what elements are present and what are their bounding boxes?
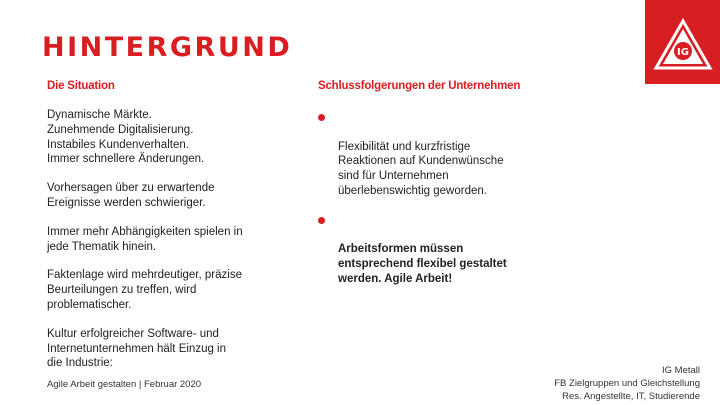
slide-title: HINTERGRUND bbox=[42, 32, 293, 63]
situation-paragraph: Vorhersagen über zu erwartende Ereignisse werden schwieriger. bbox=[47, 182, 215, 209]
ig-metall-logo-icon bbox=[645, 0, 720, 84]
situation-paragraph: Dynamische Märkte. Zunehmende Digitalisierung. Instabiles Kundenverhalten. Immer schnellere Änderungen. bbox=[47, 109, 205, 166]
conclusion-text: Arbeitsformen müssen entsprechend flexibel gestaltet werden. Agile Arbeit! bbox=[338, 243, 507, 285]
footer-org: IG Metall bbox=[661, 365, 700, 376]
footer-department: FB Zielgruppen und Gleichstellung bbox=[554, 378, 700, 389]
footer-right bbox=[500, 364, 700, 403]
conclusions-list bbox=[318, 110, 538, 301]
situation-paragraph: Faktenlage wird mehrdeutiger, präzise Beurteilungen zu treffen, wird problematischer. bbox=[47, 269, 242, 311]
conclusion-text: Flexibilität und kurzfristige Reaktionen auf Kundenwünsche sind für Unternehmen überlebenswichtig geworden. bbox=[338, 140, 504, 197]
footer-groups: Res. Angestellte, IT, Studierende bbox=[562, 391, 700, 402]
situation-paragraph: Kultur erfolgreicher Software- und Internetunternehmen hält Einzug in die Industrie: bbox=[47, 327, 227, 370]
situation-paragraph: Immer mehr Abhängigkeiten spielen in jede Thematik hinein. bbox=[47, 225, 243, 253]
situation-list bbox=[47, 108, 277, 385]
bullet-dot-icon bbox=[318, 114, 325, 121]
logo-triangle-icon bbox=[653, 18, 713, 72]
conclusion-bullet bbox=[318, 110, 538, 199]
conclusion-bullet bbox=[318, 213, 538, 287]
bullet-dot-icon bbox=[318, 217, 325, 224]
footer-left: Agile Arbeit gestalten | Februar 2020 bbox=[47, 379, 202, 390]
left-column-heading: Die Situation bbox=[47, 80, 115, 92]
logo-text: IG bbox=[677, 47, 689, 58]
right-column-heading: Schlussfolgerungen der Unternehmen bbox=[318, 80, 521, 92]
